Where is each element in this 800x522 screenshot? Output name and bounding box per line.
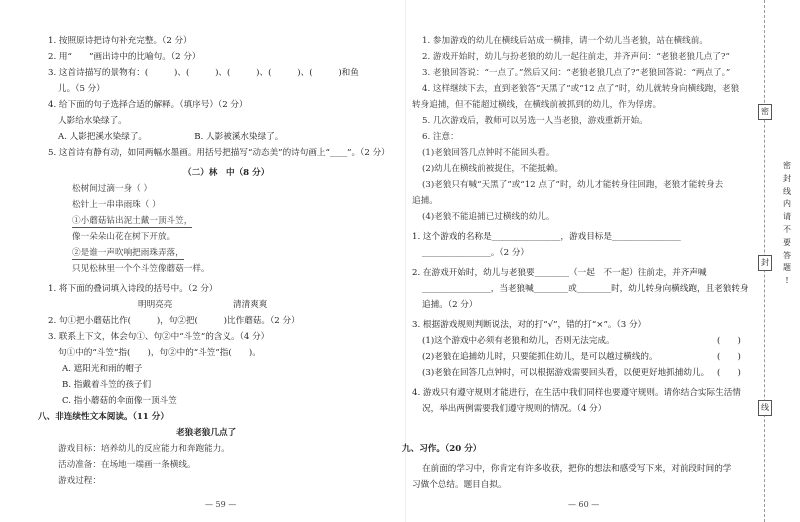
page-number-left: — 59 — — [205, 500, 237, 509]
option-c: C. 指小蘑菇的伞面像一顶斗笠 — [62, 396, 177, 406]
question-2: 2. 用“ ”画出诗中的比喻句。（2 分） — [48, 52, 201, 62]
rule-2: 2. 游戏开始时，幼儿与扮老狼的幼儿一起往前走，并齐声问：“老狼老狼几点了?” — [422, 52, 730, 62]
binding-char: 题 — [783, 263, 791, 273]
note-4: (4)老狼不能追捕已过横线的幼儿。 — [422, 212, 555, 222]
question-1: 1. 按照原诗把诗句补充完整。（2 分） — [48, 36, 192, 46]
section-9-title: 九、习作。（20 分） — [402, 444, 482, 454]
rule-5: 5. 几次游戏后，教师可以另选一人当老狼，游戏重新开始。 — [422, 116, 648, 126]
note-2: (2)幼儿在横线前被捉住，不能抵赖。 — [422, 164, 564, 174]
rule-1: 1. 参加游戏的幼儿在横线后站成一横排，请一个幼儿当老狼，站在横线前。 — [422, 36, 708, 46]
poem-line-2: 松针上一串串雨珠（ ） — [72, 200, 161, 210]
rule-3: 3. 老狼回答说：“一点了。”然后又问：“老狼老狼几点了?”老狼回答说：“两点了。” — [422, 68, 731, 78]
binding-char: 答 — [783, 250, 791, 260]
binding-char: 封 — [783, 173, 791, 183]
seal-mark-top: 密 — [758, 104, 772, 120]
question-4-options: A. 人影把溪水染绿了。 B. 人影被溪水染绿了。 — [58, 132, 284, 142]
page-number-right: — 60 — — [568, 500, 600, 509]
question-4: 4. 给下面的句子选择合适的解释。（填序号）（2 分） — [48, 100, 248, 110]
binding-char: ! — [785, 276, 789, 286]
forest-q2: 2. 句①把小蘑菇比作( )，句②把( )比作蘑菇。（2 分） — [48, 316, 300, 326]
word-option-1: 明明亮亮 — [138, 300, 173, 310]
binding-char: 请 — [783, 212, 791, 222]
section-title-forest: （二）林 中（8 分） — [183, 168, 270, 178]
game-q1: 1. 这个游戏的名称是________________，游戏目标是________________ — [412, 232, 681, 242]
word-option-2: 清清爽爽 — [233, 300, 268, 310]
essay-prompt-cont: 习做个总结。题目自拟。 — [412, 480, 507, 490]
judge-mark-3[interactable]: ( ) — [717, 368, 741, 378]
judge-mark-1[interactable]: ( ) — [717, 336, 741, 346]
judge-item-3: (3)老狼在回答几点钟时，可以根据游戏需要回头看，以便更好地抓捕幼儿。 — [422, 368, 710, 378]
binding-char: 内 — [783, 199, 791, 209]
binding-char: 密 — [783, 161, 791, 170]
question-4-sentence: 人影给水染绿了。 — [58, 116, 127, 126]
rule-4: 4. 这样继续下去，直到老狼答“天黑了”或“12 点了”时，幼儿就转身向横线跑，老狼 — [422, 84, 740, 94]
binding-char: 线 — [783, 186, 791, 196]
game-q2: 2. 在游戏开始时，幼儿与老狼要________（一起 不一起）往前走，并齐声喊 — [412, 268, 707, 278]
forest-q1: 1. 将下面的叠词填入诗段的括号中。（2 分） — [48, 284, 218, 294]
game-process: 游戏过程： — [58, 476, 101, 486]
judge-item-1: (1)这个游戏中必须有老狼和幼儿，否则无法完成。 — [422, 336, 615, 346]
forest-q3-sub: 句①中的“斗笠”指( )，句②中的“斗笠”指( )。 — [58, 348, 261, 358]
poem-line-4: 像一朵朵山花在树下开放。 — [72, 232, 176, 242]
game-q2-cont: ________________，当老狼喊________或________时，幼儿转身向横线跑，且老狼转身 — [422, 284, 749, 294]
poem-line-5: ②是谁一声吹响把雨珠弄落， — [72, 248, 184, 258]
game-q4-cont: 况，举出两例需要我们遵守规则的情况。（4 分） — [422, 404, 607, 414]
poem-line-1: 松树间过滴一身（ ） — [72, 184, 153, 194]
note-1: (1)老狼回答几点钟时不能回头看。 — [422, 148, 555, 158]
judge-item-2: (2)老狼在追捕幼儿时，只要能抓住幼儿，是可以越过横线的。 — [422, 352, 658, 362]
binding-char: 要 — [783, 237, 791, 247]
game-q4: 4. 游戏只有遵守规则才能进行，在生活中我们同样也要遵守规则。请你结合实际生活情 — [412, 388, 741, 398]
binding-warning — [781, 160, 793, 288]
game-prep: 活动准备：在场地一端画一条横线。 — [58, 460, 196, 470]
seal-mark-bottom: 线 — [758, 400, 772, 416]
rule-6: 6. 注意： — [422, 132, 459, 142]
game-q3: 3. 根据游戏规则判断说法，对的打“√”，错的打“×”。（3 分） — [412, 320, 647, 330]
seal-mark-middle: 封 — [758, 255, 772, 271]
option-b: B. 指戴着斗笠的孩子们 — [62, 380, 152, 390]
note-3-cont: 追捕。 — [412, 196, 438, 206]
game-q1-cont: ________________。（2 分） — [422, 248, 530, 258]
game-goal: 游戏目标：培养幼儿的反应能力和奔跑能力。 — [58, 444, 230, 454]
game-q2-end: 追捕。（2 分） — [422, 300, 478, 310]
poem-line-3: ①小蘑菇钻出泥土戴一顶斗笠， — [72, 216, 193, 226]
question-3: 3. 这首诗描写的景物有：( )、( )、( )、( )、( )和鱼 — [48, 68, 359, 78]
rule-4-cont: 转身追捕，但不能超过横线，在横线前被抓到的幼儿，作为俘虏。 — [412, 100, 662, 110]
note-3: (3)老狼只有喊“天黑了”或“12 点了”时，幼儿才能转身往回跑，老狼才能转身去 — [422, 180, 724, 190]
option-a: A. 遮阳光和雨的帽子 — [62, 364, 143, 374]
poem-line-6: 只见松林里一个个斗笠像蘑菇一样。 — [72, 264, 210, 274]
judge-mark-2[interactable]: ( ) — [717, 352, 741, 362]
section-8-title: 八、非连续性文本阅读。（11 分） — [38, 412, 169, 422]
question-5: 5. 这首诗有静有动，如同两幅水墨画。用括号把描写“动态美”的诗句画上“____”。（2 分） — [48, 148, 390, 158]
essay-prompt: 在前面的学习中，你肯定有许多收获，把你的想法和感受写下来，对前段时间的学 — [422, 464, 732, 474]
binding-char: 不 — [783, 224, 791, 234]
game-title: 老狼老狼几点了 — [176, 428, 237, 438]
forest-q3: 3. 联系上下文，体会句①、句②中“斗笠”的含义。（4 分） — [48, 332, 270, 342]
question-3-cont: 儿。（5 分） — [58, 84, 105, 94]
